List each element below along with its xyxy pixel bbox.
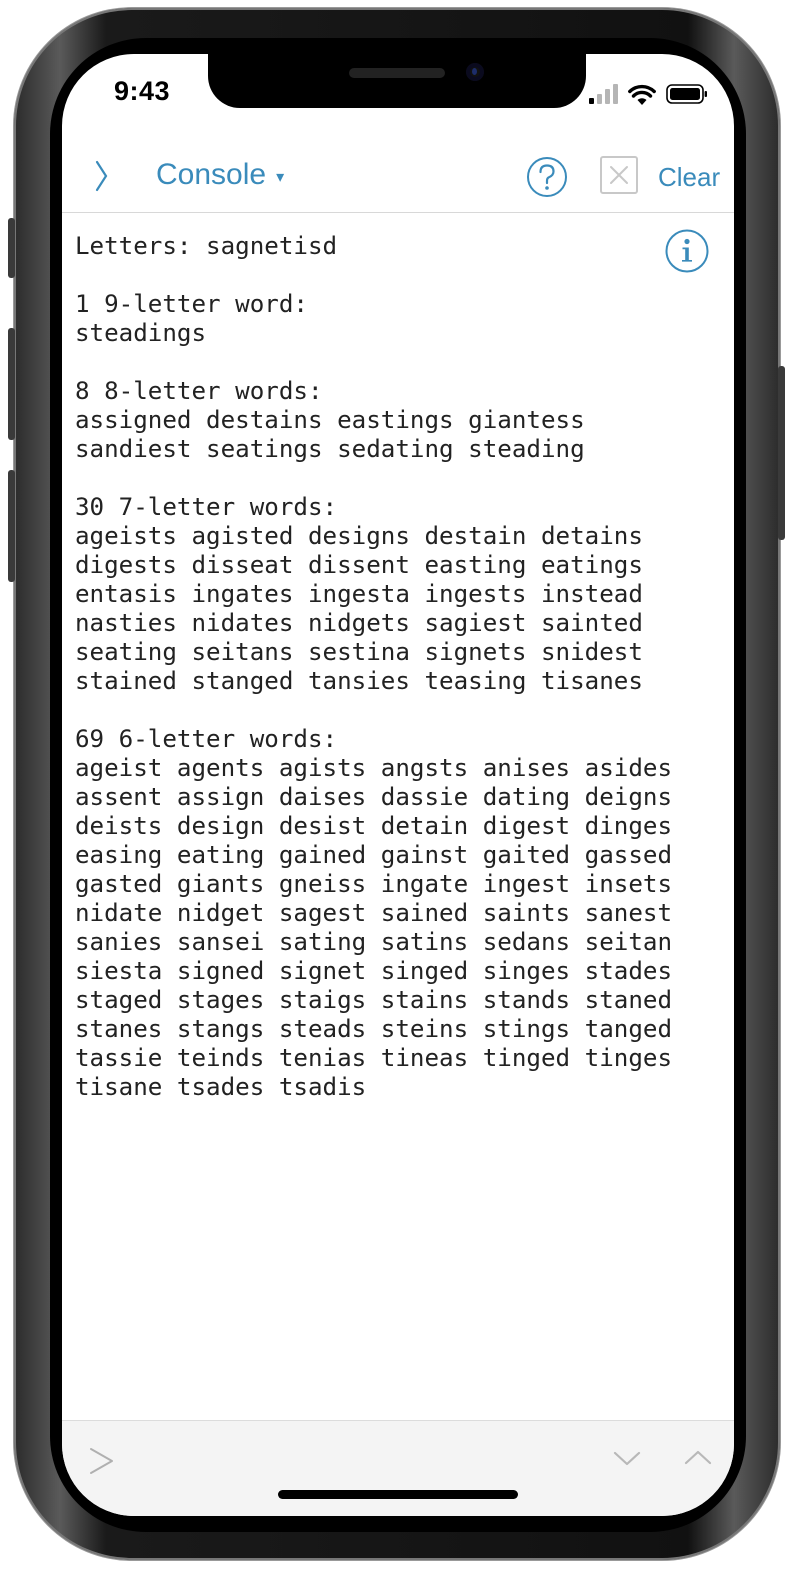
status-time: 9:43 (114, 76, 171, 106)
console-line: ageists agisted designs destain detains (75, 522, 643, 550)
console-line: gasted giants gneiss ingate ingest insets (75, 870, 673, 898)
battery-icon (666, 84, 708, 104)
help-button[interactable] (526, 156, 568, 198)
console-line: digests disseat dissent easting eatings (75, 551, 643, 579)
history-up-button[interactable] (681, 1441, 715, 1475)
front-camera (466, 63, 484, 81)
side-button-power (778, 366, 785, 540)
console-line: stanes stangs steads steins stings tanged (75, 1015, 673, 1043)
console-line: siesta signed signet singed singes stades (75, 957, 673, 985)
console-line: 69 6-letter words: (75, 725, 338, 753)
chevron-up-icon (681, 1441, 715, 1475)
console-toolbar (62, 146, 734, 213)
console-line: assigned destains eastings giantess (75, 406, 585, 434)
chevron-down-icon (610, 1441, 644, 1475)
info-button[interactable] (665, 229, 705, 269)
earpiece-speaker (349, 68, 445, 78)
console-line: stained stanged tansies teasing tisanes (75, 667, 643, 695)
console-line: steadings (75, 319, 207, 347)
console-line: entasis ingates ingesta ingests instead (75, 580, 643, 608)
close-button[interactable] (600, 156, 638, 194)
console-line: sanies sansei sating satins sedans seitan (75, 928, 673, 956)
console-line: easing eating gained gainst gaited gassed (75, 841, 673, 869)
history-down-button[interactable] (610, 1441, 644, 1475)
cellular-signal-icon (588, 84, 618, 104)
console-line: 30 7-letter words: (75, 493, 338, 521)
console-line: tassie teinds tenias tineas tinged tinges (75, 1044, 673, 1072)
input-field[interactable] (82, 1435, 602, 1489)
side-button-volume-up (8, 328, 15, 440)
console-line: 8 8-letter words: (75, 377, 323, 405)
side-button-volume-down (8, 470, 15, 582)
console-line: seating seitans sestina signets snidest (75, 638, 643, 666)
console-line: Letters: sagnetisd (75, 232, 338, 260)
clear-button[interactable]: Clear (658, 162, 721, 192)
console-line: nasties nidates nidgets sagiest sainted (75, 609, 643, 637)
console-line: assent assign daises dassie dating deigns (75, 783, 673, 811)
console-menu-button[interactable] (156, 158, 284, 192)
dropdown-caret-icon: ▾ (276, 169, 285, 186)
console-line: ageist agents agists angsts anises asides (75, 754, 673, 782)
console-title: Console (156, 158, 267, 191)
console-line: tisane tsades tsadis (75, 1073, 367, 1101)
wifi-icon (628, 84, 656, 105)
chevron-right-icon (92, 156, 112, 196)
console-line: staged stages staigs stains stands staned (75, 986, 673, 1014)
side-button-silent (8, 218, 15, 278)
console-line: deists design desist detain digest dinges (75, 812, 673, 840)
info-circle-icon (665, 229, 709, 273)
console-line: nidate nidget sagest sained saints sanest (75, 899, 673, 927)
sidebar-toggle-button[interactable] (92, 156, 118, 196)
notch (208, 54, 586, 108)
console-line: sandiest seatings sedating steading (75, 435, 585, 463)
console-output (75, 232, 715, 1102)
console-line: 1 9-letter word: (75, 290, 308, 318)
status-icons (588, 82, 708, 106)
input-bar (62, 1420, 734, 1516)
close-box-icon (600, 156, 638, 194)
prompt-icon (86, 1441, 118, 1481)
screen (62, 54, 734, 1516)
question-circle-icon (526, 156, 568, 198)
home-indicator (278, 1490, 518, 1499)
